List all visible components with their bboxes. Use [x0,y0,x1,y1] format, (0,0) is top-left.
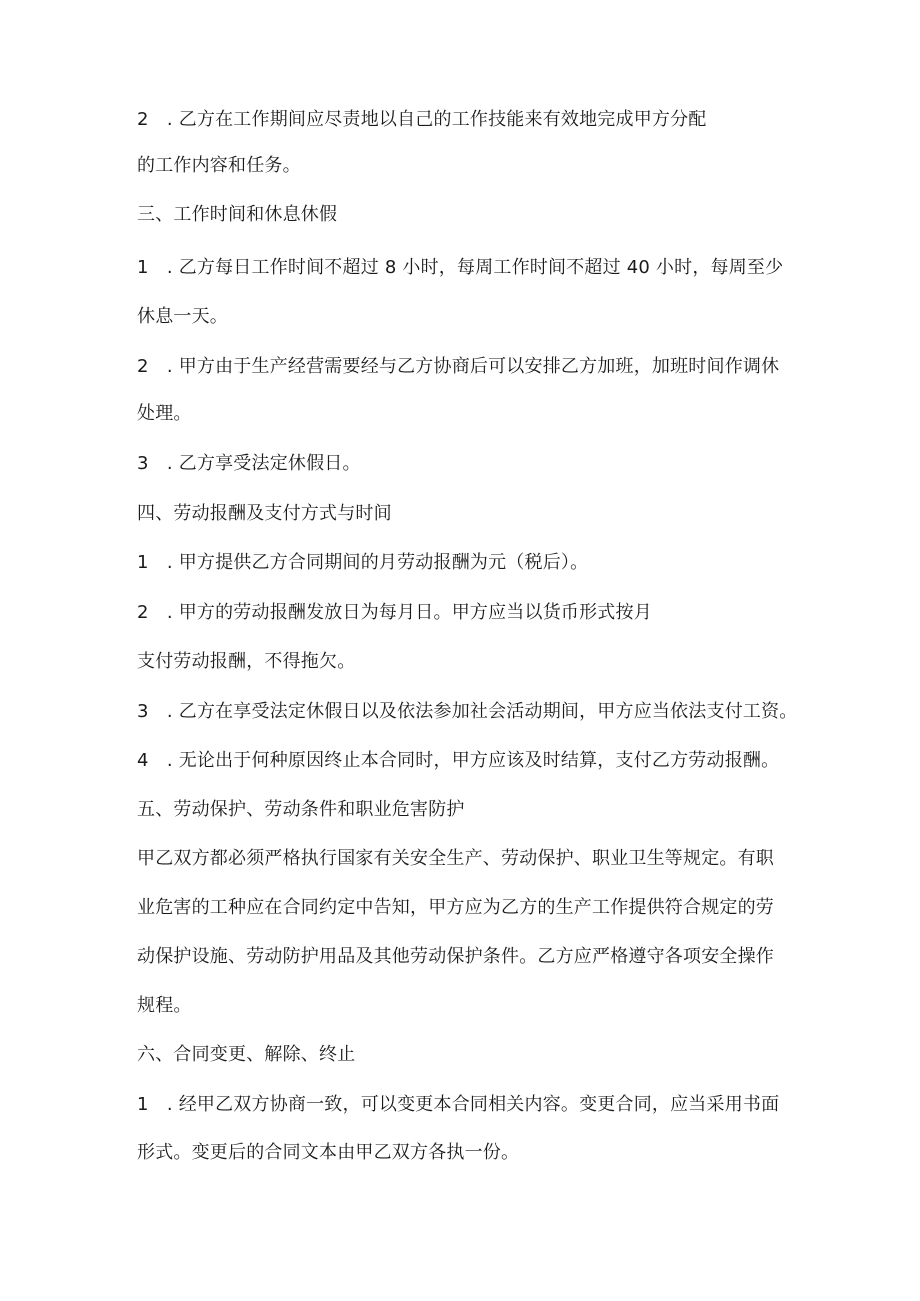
section-4-item-2-line-2: 支付劳动报酬，不得拖欠。 [137,651,356,672]
section-5-para-line-3: 动保护设施、劳动防护用品及其他劳动保护条件。乙方应严格遵守各项安全操作 [137,946,774,967]
section-4-item-3: 3 . 乙方在享受法定休假日以及依法参加社会活动期间，甲方应当依法支付工资。 [137,701,798,722]
section-6-heading: 六、合同变更、解除、终止 [137,1044,356,1065]
section-5-heading: 五、劳动保护、劳动条件和职业危害防护 [137,799,465,820]
section-3-item-2-line-1: 2 . 甲方由于生产经营需要经与乙方协商后可以安排乙方加班，加班时间作调休 [137,356,780,377]
section-6-item-1-line-1: 1 . 经甲乙双方协商一致，可以变更本合同相关内容。变更合同，应当采用书面 [137,1094,780,1115]
section-3-item-1-line-1: 1 . 乙方每日工作时间不超过 8 小时，每周工作时间不超过 40 小时，每周至少 [137,257,784,278]
clause-2-line-1: 2 . 乙方在工作期间应尽责地以自己的工作技能来有效地完成甲方分配 [137,109,707,130]
clause-2-line-2: 的工作内容和任务。 [137,155,301,176]
section-5-para-line-4: 规程。 [137,995,192,1016]
section-4-heading: 四、劳动报酬及支付方式与时间 [137,503,392,524]
section-3-item-3: 3 . 乙方享受法定休假日。 [137,453,361,474]
section-5-para-line-2: 业危害的工种应在合同约定中告知，甲方应为乙方的生产工作提供符合规定的劳 [137,897,774,918]
section-3-item-1-line-2: 休息一天。 [137,306,228,327]
section-3-item-2-line-2: 处理。 [137,403,192,424]
section-5-para-line-1: 甲乙双方都必须严格执行国家有关安全生产、劳动保护、职业卫生等规定。有职 [137,848,774,869]
section-4-item-4: 4 . 无论出于何种原因终止本合同时，甲方应该及时结算，支付乙方劳动报酬。 [137,750,780,771]
section-4-item-1: 1 . 甲方提供乙方合同期间的月劳动报酬为元（税后）。 [137,552,589,573]
section-4-item-2-line-1: 2 . 甲方的劳动报酬发放日为每月日。甲方应当以货币形式按月 [137,602,652,623]
section-6-item-1-line-2: 形式。变更后的合同文本由甲乙双方各执一份。 [137,1142,520,1163]
section-3-heading: 三、工作时间和休息休假 [137,204,338,225]
